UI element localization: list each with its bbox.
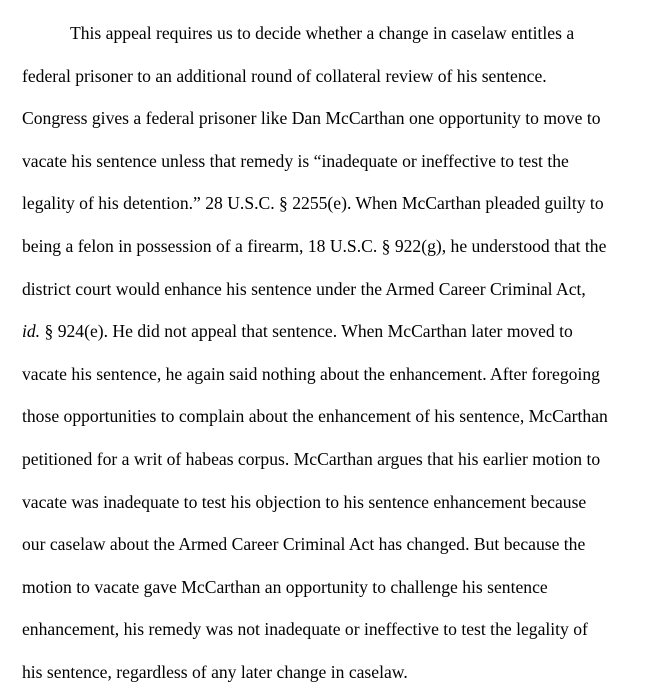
- paragraph-line-5: legality of his detention.” 28 U.S.C. § 2255(e). When McCarthan pleaded guilty to: [22, 193, 604, 214]
- paragraph-line-2: federal prisoner to an additional round of collateral review of his sentence.: [22, 65, 547, 86]
- paragraph-line-16: his sentence, regardless of any later change in caselaw.: [22, 661, 408, 682]
- paragraph-line-7: district court would enhance his sentence under the Armed Career Criminal Act,: [22, 278, 586, 299]
- citation-id-italic: id.: [22, 321, 41, 342]
- paragraph-line-15: enhancement, his remedy was not inadequate or ineffective to test the legality of: [22, 619, 588, 640]
- paragraph-line-13: our caselaw about the Armed Career Criminal Act has changed. But because the: [22, 534, 586, 555]
- paragraph-line-3: Congress gives a federal prisoner like Dan McCarthan one opportunity to move to: [22, 108, 601, 129]
- paragraph-line-8-text: § 924(e). He did not appeal that sentence. When McCarthan later moved to: [44, 321, 573, 342]
- paragraph-line-10: those opportunities to complain about the enhancement of his sentence, McCarthan: [22, 406, 608, 427]
- paragraph-line-9: vacate his sentence, he again said nothing about the enhancement. After foregoing: [22, 363, 600, 384]
- paragraph-line-11: petitioned for a writ of habeas corpus. McCarthan argues that his earlier motion to: [22, 448, 601, 469]
- paragraph-line-6: being a felon in possession of a firearm, 18 U.S.C. § 922(g), he understood that the: [22, 235, 607, 256]
- paragraph-line-14: motion to vacate gave McCarthan an opportunity to challenge his sentence: [22, 576, 548, 597]
- paragraph-line-4: vacate his sentence unless that remedy is “inadequate or ineffective to test the: [22, 150, 569, 171]
- paragraph-line-8: [22, 310, 637, 353]
- opinion-paragraph: [22, 12, 637, 694]
- paragraph-line-12: vacate was inadequate to test his objection to his sentence enhancement because: [22, 491, 587, 512]
- paragraph-line-1: This appeal requires us to decide whether a change in caselaw entitles a: [70, 23, 575, 43]
